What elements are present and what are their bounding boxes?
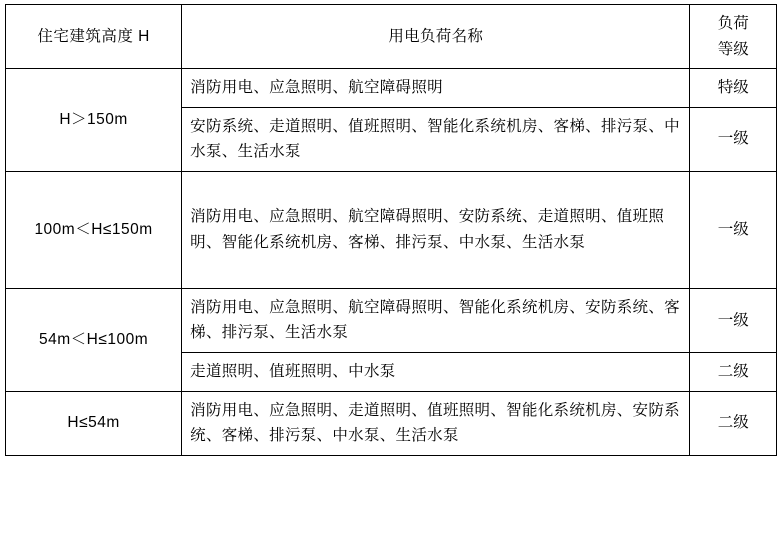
header-load-name: 用电负荷名称 (182, 5, 690, 69)
cell-load-grade-1-1: 特级 (690, 69, 777, 108)
header-load-grade (690, 5, 777, 69)
cell-height-3: 54m＜H≤100m (6, 288, 182, 391)
cell-load-name-3-1: 消防用电、应急照明、航空障碍照明、智能化系统机房、安防系统、客梯、排污泵、生活水泵 (182, 288, 690, 352)
cell-load-grade-4-1: 二级 (690, 391, 777, 455)
cell-load-grade-3-1: 一级 (690, 288, 777, 352)
table-row (6, 171, 777, 288)
cell-height-4: H≤54m (6, 391, 182, 455)
cell-load-grade-3-2: 二级 (690, 352, 777, 391)
cell-height-2: 100m＜H≤150m (6, 171, 182, 288)
header-building-height: 住宅建筑高度 H (6, 5, 182, 69)
table-row (6, 288, 777, 352)
table-row (6, 391, 777, 455)
residential-load-grade-table (5, 4, 777, 456)
cell-load-grade-1-2: 一级 (690, 107, 777, 171)
cell-load-name-2-1: 消防用电、应急照明、航空障碍照明、安防系统、走道照明、值班照明、智能化系统机房、客梯、排污泵、中水泵、生活水泵 (182, 171, 690, 288)
cell-load-grade-2-1: 一级 (690, 171, 777, 288)
header-load-grade-line2: 等级 (717, 40, 749, 58)
cell-load-name-1-2: 安防系统、走道照明、值班照明、智能化系统机房、客梯、排污泵、中水泵、生活水泵 (182, 107, 690, 171)
table-header-row (6, 5, 777, 69)
cell-height-1: H＞150m (6, 69, 182, 172)
cell-load-name-4-1: 消防用电、应急照明、走道照明、值班照明、智能化系统机房、安防系统、客梯、排污泵、中水泵、生活水泵 (182, 391, 690, 455)
cell-load-name-1-1: 消防用电、应急照明、航空障碍照明 (182, 69, 690, 108)
table-row (6, 69, 777, 108)
header-load-grade-line1: 负荷 (717, 15, 749, 32)
cell-load-name-3-2: 走道照明、值班照明、中水泵 (182, 352, 690, 391)
